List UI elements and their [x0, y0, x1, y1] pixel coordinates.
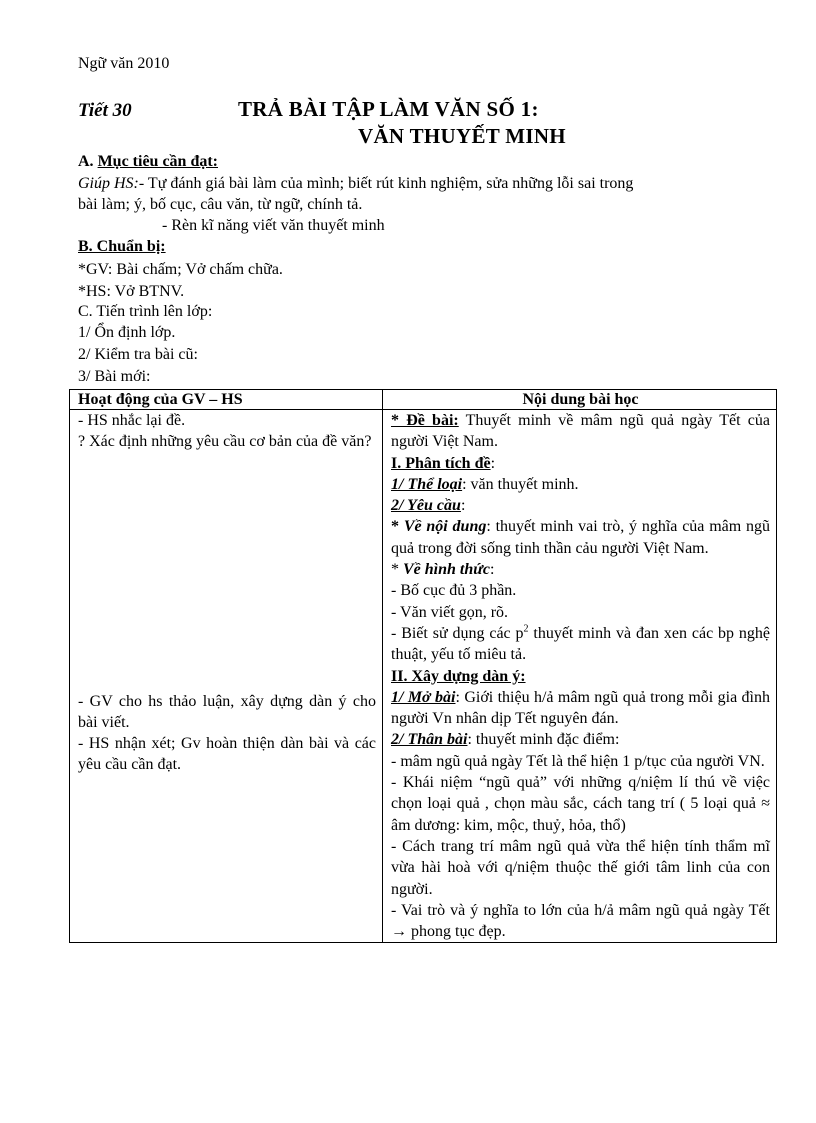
lesson-table: [69, 389, 777, 943]
content-requirement: * Về nội dung: thuyết minh vai trò, ý nghĩa của mâm ngũ quả trong đời sống tinh thần cảu người Việt Nam.: [391, 518, 771, 557]
table-header-row: [70, 390, 777, 410]
section-a-heading: A. Mục tiêu cần đạt:: [78, 153, 218, 170]
arrow-icon: →: [391, 923, 407, 941]
section-b-hs: *HS: Vở BTNV.: [78, 283, 185, 300]
section-b-gv: *GV: Bài chấm; Vở chấm chữa.: [78, 261, 283, 278]
section-c-step2: 2/ Kiểm tra bài cũ:: [78, 346, 198, 363]
body-item: - Khái niệm “ngũ quả” với những q/niệm lí thú về việc chọn loại quả , chọn màu sắc, cách tang trí ( 5 loại quả ≈ âm dương: kim, mộc, thuỷ, hỏa, thổ): [391, 774, 770, 834]
form-requirement-item: - Biết sử dụng các $p^2$ thuyết minh và đan xen các bp nghệ thuật, yếu tố miêu tả.: [391, 623, 771, 664]
col-header-content: Nội dung bài học: [383, 390, 777, 410]
activity-item: - HS nhận xét; Gv hoàn thiện dàn bài và các yêu cầu cần đạt.: [78, 735, 376, 774]
activities-cell: [70, 410, 383, 943]
section-a-line2: bài làm; ý, bố cục, câu văn, từ ngữ, chính tả.: [78, 196, 363, 213]
content-cell: [383, 410, 777, 943]
body-heading: 2/ Thân bài: thuyết minh đặc điểm:: [391, 731, 620, 749]
form-requirement-item: - Văn viết gọn, rõ.: [391, 603, 509, 621]
requirements-heading: 2/ Yêu cầu:: [391, 497, 466, 515]
table-row: [70, 410, 777, 943]
section-a-line1: Giúp HS:- Tự đánh giá bài làm của mình; biết rút kinh nghiệm, sửa những lỗi sai trong: [78, 175, 634, 192]
topic-paragraph: * Đề bài: Thuyết minh về mâm ngũ quả ngày Tết của người Việt Nam.: [391, 412, 771, 451]
section-c-heading: C. Tiến trình lên lớp:: [78, 303, 213, 320]
section-c-step3: 3/ Bài mới:: [78, 368, 151, 385]
section-a-line3: - Rèn kĩ năng viết văn thuyết minh: [162, 217, 385, 234]
lesson-period: Tiết 30: [78, 100, 132, 121]
header-note: Ngữ văn 2010: [78, 55, 170, 72]
body-item: - mâm ngũ quả ngày Tết là thể hiện 1 p/tục của người VN.: [391, 752, 765, 770]
body-item: - Cách trang trí mâm ngũ quả vừa thể hiện tính thẩm mĩ vừa hài hoà với q/niệm thuộc thế giới tâm linh của con người.: [391, 837, 770, 898]
genre-paragraph: 1/ Thể loại: văn thuyết minh.: [391, 475, 579, 493]
form-requirement-item: - Bố cục đủ 3 phần.: [391, 582, 517, 600]
section-b-heading: B. Chuẩn bị:: [78, 238, 166, 255]
lesson-title-line1: TRẢ BÀI TẬP LÀM VĂN SỐ 1:: [238, 97, 539, 121]
analysis-heading: I. Phân tích đề:: [391, 454, 496, 472]
activity-item: - GV cho hs thảo luận, xây dựng dàn ý cho bài viết.: [78, 692, 376, 731]
form-requirement-heading: * Về hình thức:: [391, 561, 495, 579]
intro-paragraph: 1/ Mở bài: Giới thiệu h/ả mâm ngũ quả trong mỗi gia đình người Vn nhân dịp Tết nguyên đán.: [391, 688, 771, 728]
activity-item: ? Xác định những yêu cầu cơ bản của đề văn?: [78, 433, 372, 451]
outline-heading: II. Xây dựng dàn ý:: [391, 667, 526, 685]
body-item: - Vai trò và ý nghĩa to lớn của h/ả mâm ngũ quả ngày Tết → phong tục đẹp.: [391, 901, 770, 941]
activity-item: - HS nhắc lại đề.: [78, 412, 186, 429]
col-header-activities: Hoạt động của GV – HS: [70, 390, 383, 410]
lesson-title-line2: VĂN THUYẾT MINH: [358, 124, 566, 148]
section-c-step1: 1/ Ổn định lớp.: [78, 324, 176, 341]
